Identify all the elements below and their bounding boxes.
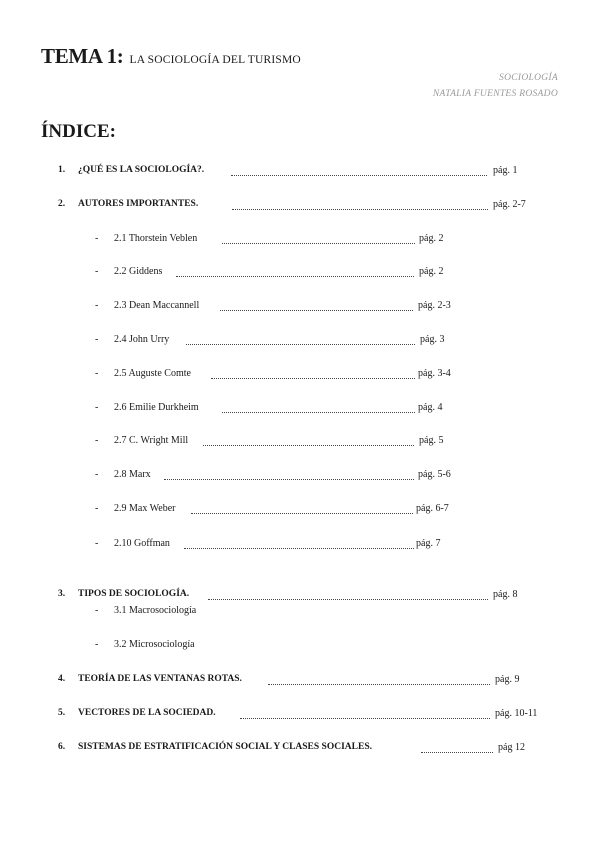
entry-label: TIPOS DE SOCIOLOGÍA.: [78, 589, 190, 599]
subentry-page: pág. 2: [419, 266, 444, 277]
entry-label: ¿QUÉ ES LA SOCIOLOGÍA?.: [78, 165, 205, 175]
toc-entry: [0, 674, 600, 690]
entry-label: TEORÍA DE LAS VENTANAS ROTAS.: [78, 674, 242, 684]
bullet-dash: -: [95, 300, 99, 311]
toc-subentry: [0, 639, 600, 655]
entry-page: pág. 8: [493, 589, 518, 600]
subentry-page: pág. 5-6: [418, 469, 451, 480]
toc-entry: [0, 165, 600, 181]
bullet-dash: -: [95, 469, 99, 480]
subentry-page: pág. 5: [419, 435, 444, 446]
subentry-page: pág. 6-7: [416, 503, 449, 514]
bullet-dash: -: [95, 368, 99, 379]
subentry-page: pág. 2: [419, 233, 444, 244]
dot-leader: [203, 445, 414, 446]
document-title: [41, 44, 301, 69]
toc-subentry: [0, 368, 600, 384]
subentry-page: pág. 4: [418, 402, 443, 413]
dot-leader: [191, 513, 413, 514]
subentry-label: 2.2 Giddens: [114, 266, 163, 277]
dot-leader: [220, 310, 413, 311]
toc-subentry: [0, 334, 600, 350]
bullet-dash: -: [95, 435, 99, 446]
entry-label: VECTORES DE LA SOCIEDAD.: [78, 708, 216, 718]
entry-number: 4.: [58, 674, 66, 684]
toc-subentry: [0, 469, 600, 485]
bullet-dash: -: [95, 503, 99, 514]
subentry-page: pág. 7: [416, 538, 441, 549]
subentry-label: 2.1 Thorstein Veblen: [114, 233, 198, 244]
subentry-label: 3.2 Microsociología: [114, 639, 195, 650]
toc-subentry: [0, 402, 600, 418]
toc-subentry: [0, 233, 600, 249]
dot-leader: [231, 175, 487, 176]
subentry-page: pág. 3-4: [418, 368, 451, 379]
toc-subentry: [0, 266, 600, 282]
subentry-label: 2.7 C. Wright Mill: [114, 435, 189, 446]
toc-subentry: [0, 503, 600, 519]
bullet-dash: -: [95, 233, 99, 244]
entry-page: pág. 9: [495, 674, 520, 685]
bullet-dash: -: [95, 639, 99, 650]
subentry-label: 2.6 Emilie Durkheim: [114, 402, 199, 413]
bullet-dash: -: [95, 402, 99, 413]
course-name: SOCIOLOGÍA: [499, 73, 558, 83]
dot-leader: [222, 412, 415, 413]
toc-entry: [0, 708, 600, 724]
entry-page: pág. 10-11: [495, 708, 538, 719]
entry-number: 6.: [58, 742, 66, 752]
entry-label: SISTEMAS DE ESTRATIFICACIÓN SOCIAL Y CLASES SOCIALES.: [78, 742, 372, 752]
toc-subentry: [0, 435, 600, 451]
bullet-dash: -: [95, 334, 99, 345]
dot-leader: [186, 344, 415, 345]
dot-leader: [176, 276, 414, 277]
author-name: NATALIA FUENTES ROSADO: [432, 89, 558, 99]
dot-leader: [240, 718, 490, 719]
subentry-page: pág. 2-3: [418, 300, 451, 311]
dot-leader: [421, 752, 493, 753]
entry-number: 1.: [58, 165, 66, 175]
subentry-label: 2.8 Marx: [114, 469, 151, 480]
entry-page: pág. 1: [493, 165, 518, 176]
subentry-label: 2.3 Dean Maccannell: [114, 300, 200, 311]
subentry-label: 3.1 Macrosociología: [114, 605, 197, 616]
subentry-label: 2.5 Auguste Comte: [114, 368, 191, 379]
dot-leader: [208, 599, 488, 600]
index-heading: ÍNDICE:: [41, 121, 116, 142]
toc-entry: [0, 199, 600, 215]
entry-number: 3.: [58, 589, 66, 599]
subentry-label: 2.9 Max Weber: [114, 503, 176, 514]
dot-leader: [232, 209, 488, 210]
entry-page: pág 12: [498, 742, 525, 753]
subentry-label: 2.4 John Urry: [114, 334, 170, 345]
subentry-page: pág. 3: [420, 334, 445, 345]
entry-label: AUTORES IMPORTANTES.: [78, 199, 199, 209]
bullet-dash: -: [95, 266, 99, 277]
dot-leader: [164, 479, 414, 480]
bullet-dash: -: [95, 605, 99, 616]
subentry-label: 2.10 Goffman: [114, 538, 170, 549]
dot-leader: [184, 548, 414, 549]
toc-entry: [0, 742, 600, 758]
title-subject: LA SOCIOLOGÍA DEL TURISMO: [129, 54, 301, 66]
dot-leader: [268, 684, 490, 685]
title-number: TEMA 1:: [41, 44, 124, 68]
dot-leader: [222, 243, 415, 244]
toc-subentry: [0, 538, 600, 554]
toc-subentry: [0, 300, 600, 316]
toc-subentry: [0, 605, 600, 621]
entry-number: 2.: [58, 199, 66, 209]
toc-entry: [0, 589, 600, 605]
entry-number: 5.: [58, 708, 66, 718]
dot-leader: [211, 378, 415, 379]
bullet-dash: -: [95, 538, 99, 549]
entry-page: pág. 2-7: [493, 199, 526, 210]
